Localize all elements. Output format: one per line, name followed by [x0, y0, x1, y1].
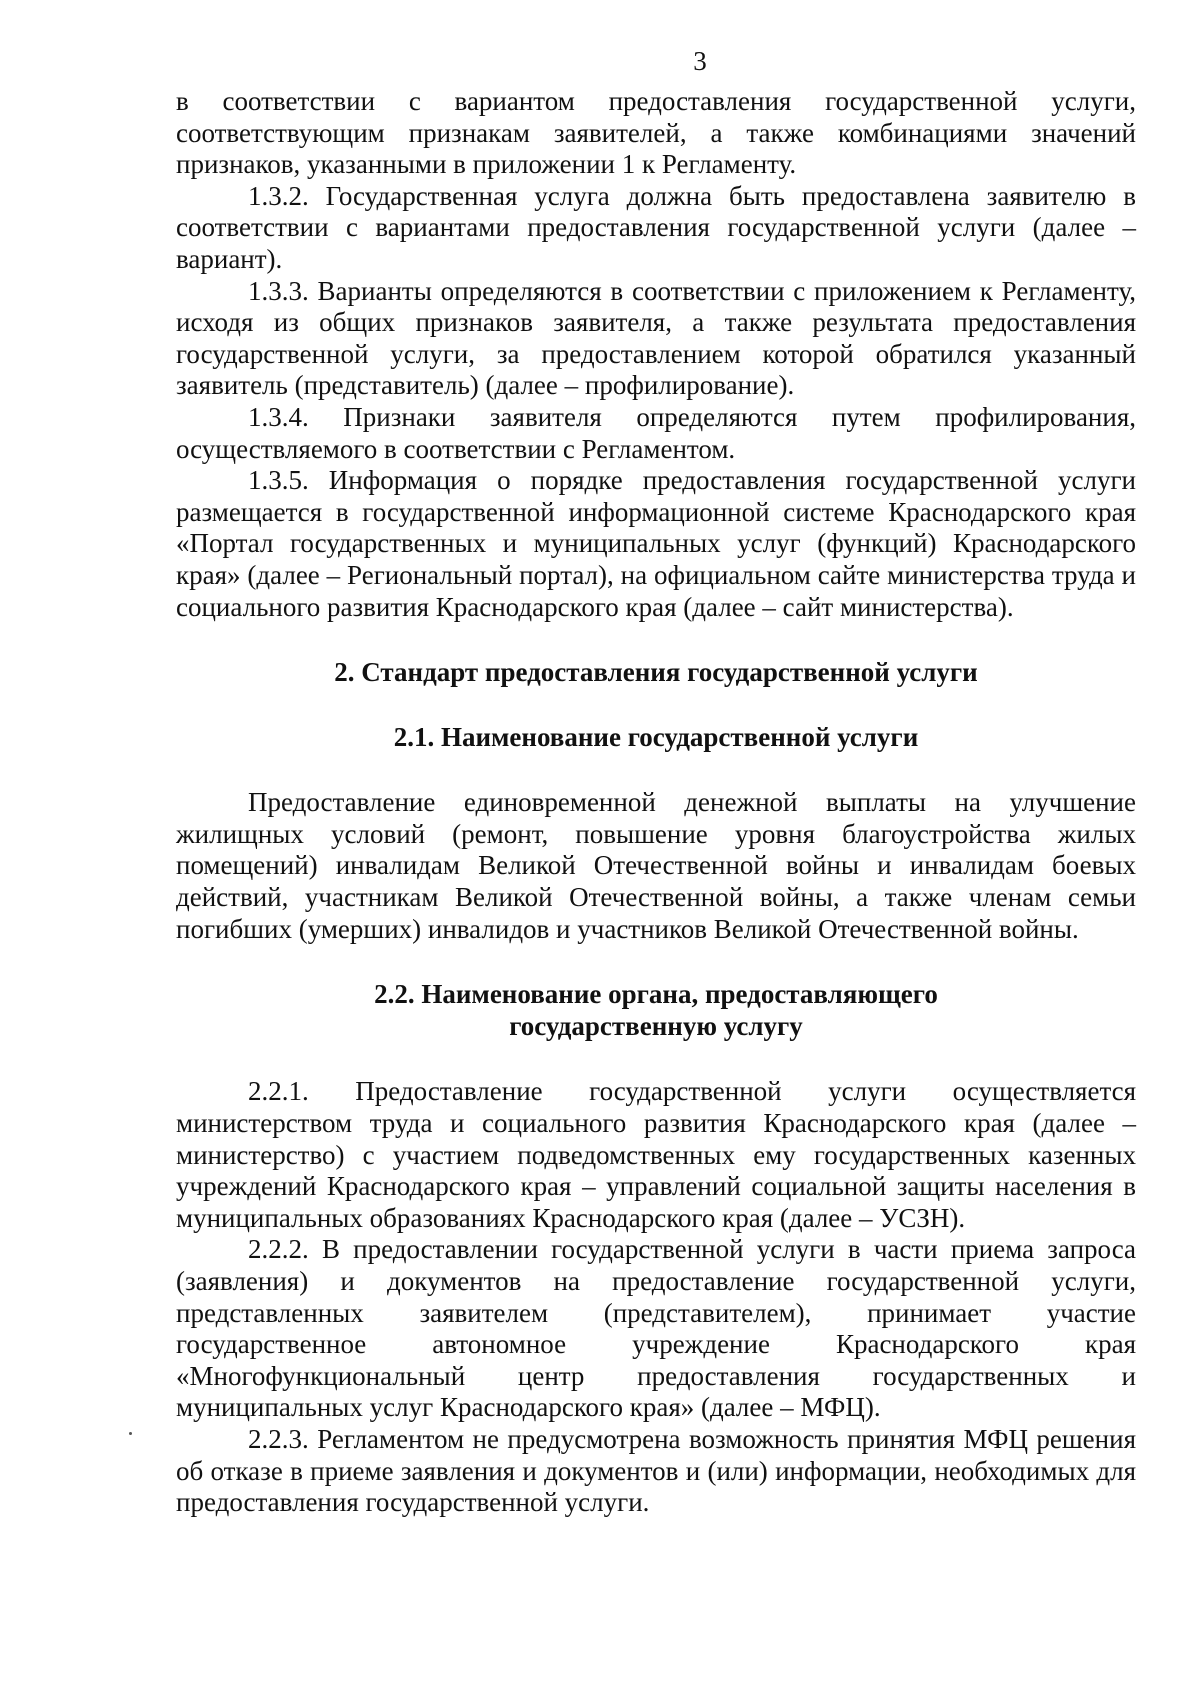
section-2-heading: 2. Стандарт предоставления государственной услуги	[334, 657, 978, 688]
paragraph-continuation: в соответствии с вариантом предоставления государственной услуги, соответствующим признакам заявителей, а также комбинациями значений признаков, указанными в приложении 1 к Регламенту.	[176, 86, 1136, 180]
paragraph-2-2-1: 2.2.1. Предоставление государственной услуги осуществляется министерством труда и социального развития Краснодарского края (далее – министерство) с участием подведомственных ему государственных казенных учреждений Краснодарского края – управлений социальной защиты населения в муниципальных образованиях Краснодарского края (далее – УСЗН).	[176, 1076, 1136, 1233]
paragraph-1-3-2: 1.3.2. Государственная услуга должна быть предоставлена заявителю в соответствии с вариантами предоставления государственной услуги (далее – вариант).	[176, 180, 1136, 274]
paragraph-1-3-5: 1.3.5. Информация о порядке предоставления государственной услуги размещается в государственной информационной системе Краснодарского края «Портал государственных и муниципальных услуг (функций) Краснодарского края» (далее – Региональный портал), на официальном сайте министерства труда и социального развития Краснодарского края (далее – сайт министерства).	[176, 465, 1136, 622]
section-2-2-heading-line1: 2.2. Наименование органа, предоставляющего	[374, 979, 938, 1010]
section-2-2-heading-line2: государственную услугу	[509, 1010, 803, 1041]
paragraph-2-2-2: 2.2.2. В предоставлении государственной услуги в части приема запроса (заявления) и документов на предоставление государственной услуги, представленных заявителем (представителем), принимает участие государственное автономное учреждение Краснодарского края «Многофункциональный центр предоставления государственных и муниципальных услуг Краснодарского края» (далее – МФЦ).	[176, 1234, 1136, 1423]
paragraph-2-2-3: 2.2.3. Регламентом не предусмотрена возможность принятия МФЦ решения об отказе в приеме заявления и документов и (или) информации, необходимых для предоставления государственной услуги.	[176, 1423, 1136, 1518]
document-page	[176, 44, 1136, 1519]
paragraph-2-1: Предоставление единовременной денежной выплаты на улучшение жилищных условий (ремонт, повышение уровня благоустройства жилых помещений) инвалидам Великой Отечественной войны и инвалидам боевых действий, участникам Великой Отечественной войны, а также членам семьи погибших (умерших) инвалидов и участников Великой Отечественной войны.	[176, 787, 1136, 944]
page-number: 3	[693, 46, 707, 76]
scan-speck	[129, 1432, 132, 1435]
section-2-2-heading	[176, 979, 1136, 1042]
paragraph-1-3-4: 1.3.4. Признаки заявителя определяются путем профилирования, осуществляемого в соответствии с Регламентом.	[176, 401, 1136, 464]
section-2-1-heading: 2.1. Наименование государственной услуги	[393, 721, 919, 752]
paragraph-1-3-3: 1.3.3. Варианты определяются в соответствии с приложением к Регламенту, исходя из общих признаков заявителя, а также результата предоставления государственной услуги, за предоставлением которой обратился указанный заявитель (представитель) (далее – профилирование).	[176, 275, 1136, 401]
